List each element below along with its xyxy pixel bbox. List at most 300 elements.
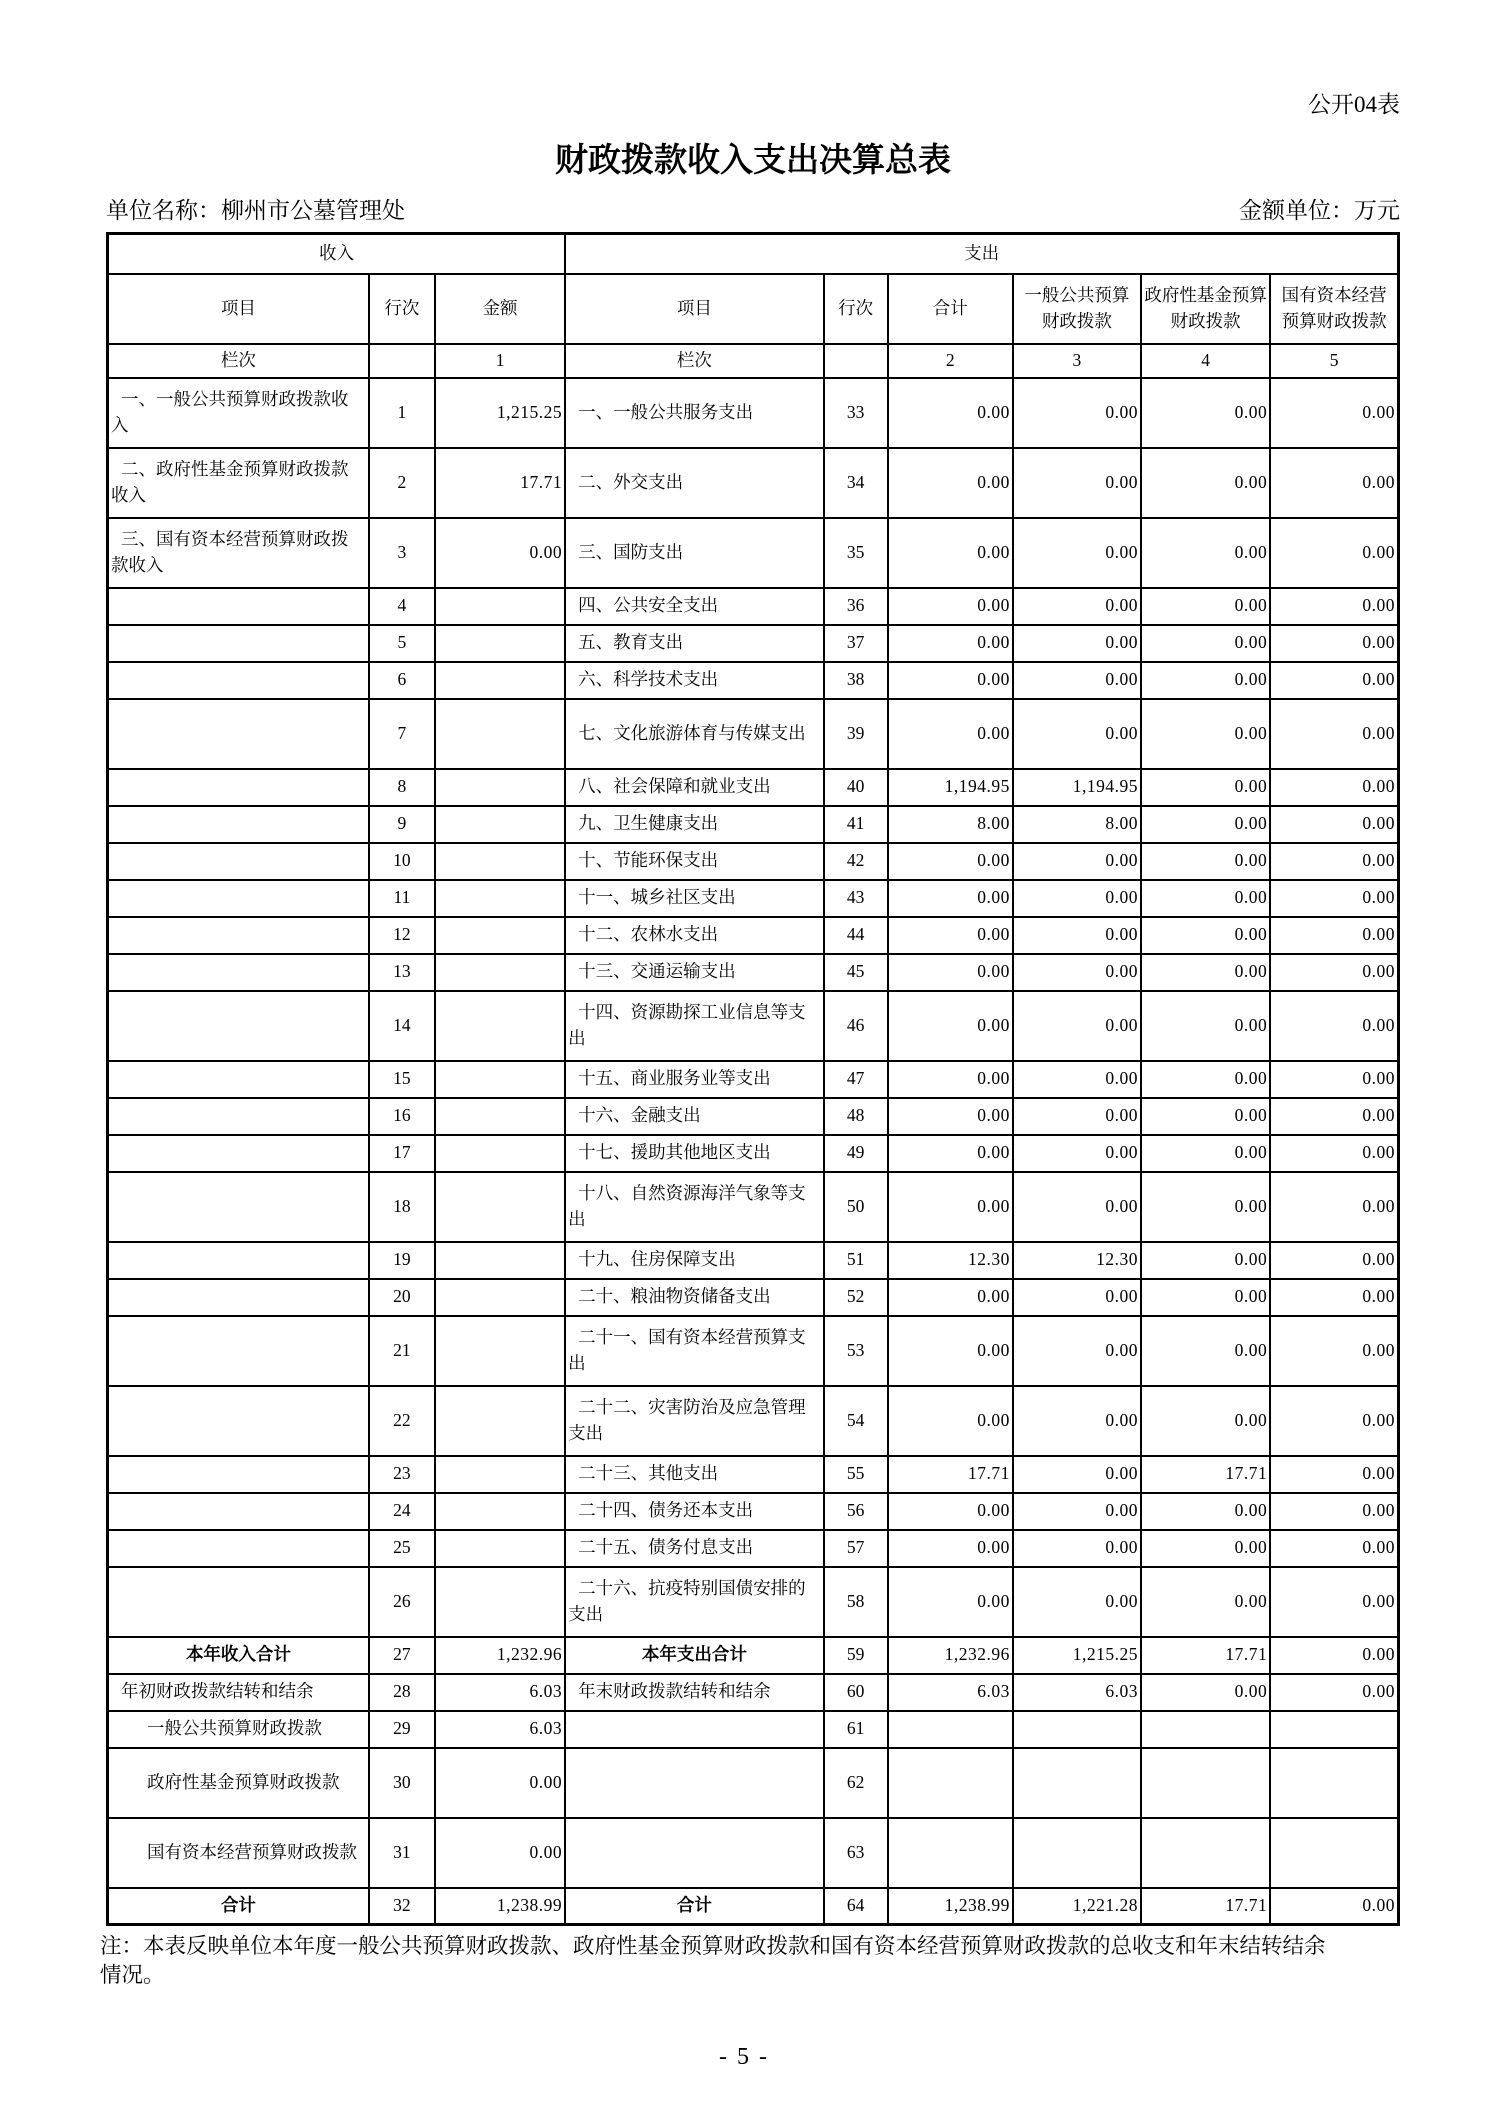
expense-item-cell: 四、公共安全支出 [565,588,823,625]
state-capital-cell: 0.00 [1270,448,1398,518]
income-line-cell: 32 [369,1888,435,1925]
income-item-cell: 政府性基金预算财政拨款 [108,1748,369,1818]
general-budget-cell: 0.00 [1013,843,1141,880]
income-item-cell [108,588,369,625]
total-cell: 0.00 [888,954,1013,991]
income-amount-cell [435,1456,565,1493]
state-capital-cell: 0.00 [1270,1172,1398,1242]
general-budget-cell: 0.00 [1013,1530,1141,1567]
income-item-cell [108,699,369,769]
state-capital-cell: 0.00 [1270,1674,1398,1711]
income-amount-cell [435,1061,565,1098]
income-item-cell: 年初财政拨款结转和结余 [108,1674,369,1711]
state-capital-cell: 0.00 [1270,699,1398,769]
total-cell: 0.00 [888,1493,1013,1530]
income-line-cell: 24 [369,1493,435,1530]
govt-fund-cell: 17.71 [1141,1888,1270,1925]
total-cell: 0.00 [888,1135,1013,1172]
income-item-cell [108,917,369,954]
general-budget-cell: 0.00 [1013,1061,1141,1098]
total-cell: 0.00 [888,1567,1013,1637]
expense-item-cell: 二十、粮油物资储备支出 [565,1279,823,1316]
general-budget-cell [1013,1818,1141,1888]
income-item-cell [108,1098,369,1135]
expense-item-cell: 二十五、债务付息支出 [565,1530,823,1567]
expense-line-cell: 52 [824,1279,888,1316]
table-row [108,991,1399,1061]
general-budget-cell: 0.00 [1013,1135,1141,1172]
income-line-cell: 29 [369,1711,435,1748]
table-row [108,1530,1399,1567]
income-item-cell: 二、政府性基金预算财政拨款收入 [108,448,369,518]
income-line-cell: 14 [369,991,435,1061]
general-budget-cell: 0.00 [1013,1386,1141,1456]
expense-group-header: 支出 [565,234,1398,274]
income-item-cell [108,1530,369,1567]
table-row [108,1493,1399,1530]
govt-fund-cell [1141,1711,1270,1748]
general-budget-cell: 0.00 [1013,1316,1141,1386]
expense-line-cell: 54 [824,1386,888,1456]
govt-fund-cell: 0.00 [1141,954,1270,991]
total-cell: 1,232.96 [888,1637,1013,1674]
table-row [108,1386,1399,1456]
income-item-cell [108,1279,369,1316]
column-index-row [108,344,1399,378]
expense-item-cell [565,1711,823,1748]
income-item-cell [108,880,369,917]
general-budget-cell: 0.00 [1013,917,1141,954]
income-amount-cell: 1,238.99 [435,1888,565,1925]
expense-line-cell: 34 [824,448,888,518]
expense-item-cell: 三、国防支出 [565,518,823,588]
expense-line-cell: 51 [824,1242,888,1279]
govt-fund-cell: 0.00 [1141,991,1270,1061]
general-budget-cell: 0.00 [1013,518,1141,588]
state-capital-cell: 0.00 [1270,769,1398,806]
income-amount-cell: 0.00 [435,1748,565,1818]
income-amount-cell [435,1530,565,1567]
column-index-cell: 3 [1013,344,1141,378]
table-row [108,1711,1399,1748]
govt-fund-cell: 0.00 [1141,880,1270,917]
general-budget-cell: 0.00 [1013,662,1141,699]
column-header: 行次 [369,274,435,344]
total-cell: 0.00 [888,880,1013,917]
expense-item-cell [565,1818,823,1888]
general-budget-cell: 0.00 [1013,699,1141,769]
general-budget-cell: 0.00 [1013,1172,1141,1242]
income-item-cell: 国有资本经营预算财政拨款 [108,1818,369,1888]
income-amount-cell [435,1135,565,1172]
govt-fund-cell: 0.00 [1141,1567,1270,1637]
income-amount-cell [435,662,565,699]
income-line-cell: 2 [369,448,435,518]
general-budget-cell: 0.00 [1013,1279,1141,1316]
general-budget-cell: 0.00 [1013,625,1141,662]
column-header: 政府性基金预算财政拨款 [1141,274,1270,344]
table-row [108,1242,1399,1279]
state-capital-cell: 0.00 [1270,1098,1398,1135]
expense-line-cell: 33 [824,378,888,448]
income-item-cell [108,991,369,1061]
table-row [108,1279,1399,1316]
total-cell: 0.00 [888,518,1013,588]
table-row [108,1135,1399,1172]
expense-item-cell: 本年支出合计 [565,1637,823,1674]
income-line-cell: 30 [369,1748,435,1818]
income-item-cell [108,1386,369,1456]
column-index-cell [369,344,435,378]
expense-item-cell: 十五、商业服务业等支出 [565,1061,823,1098]
state-capital-cell: 0.00 [1270,1135,1398,1172]
govt-fund-cell: 0.00 [1141,588,1270,625]
income-line-cell: 19 [369,1242,435,1279]
table-row [108,1316,1399,1386]
income-line-cell: 7 [369,699,435,769]
expense-item-cell: 七、文化旅游体育与传媒支出 [565,699,823,769]
govt-fund-cell: 0.00 [1141,662,1270,699]
general-budget-cell: 12.30 [1013,1242,1141,1279]
govt-fund-cell: 0.00 [1141,1493,1270,1530]
govt-fund-cell [1141,1818,1270,1888]
state-capital-cell: 0.00 [1270,1637,1398,1674]
column-index-cell: 栏次 [565,344,823,378]
page-number: - 5 - [719,2044,769,2070]
table-row [108,1637,1399,1674]
income-item-cell: 一、一般公共预算财政拨款收入 [108,378,369,448]
footnote-line: 注：本表反映单位本年度一般公共预算财政拨款、政府性基金预算财政拨款和国有资本经营预算财政拨款的总收支和年末结转结余 [100,1934,1326,1958]
expense-item-cell: 十八、自然资源海洋气象等支出 [565,1172,823,1242]
income-amount-cell [435,1279,565,1316]
income-amount-cell [435,991,565,1061]
income-line-cell: 1 [369,378,435,448]
expense-line-cell: 37 [824,625,888,662]
govt-fund-cell: 0.00 [1141,1135,1270,1172]
state-capital-cell: 0.00 [1270,1493,1398,1530]
general-budget-cell: 0.00 [1013,448,1141,518]
state-capital-cell: 0.00 [1270,1456,1398,1493]
table-row [108,917,1399,954]
unit-name-label: 单位名称：柳州市公墓管理处 [106,197,405,223]
govt-fund-cell: 17.71 [1141,1456,1270,1493]
expense-line-cell: 44 [824,917,888,954]
income-line-cell: 17 [369,1135,435,1172]
total-cell: 0.00 [888,991,1013,1061]
table-row [108,662,1399,699]
expense-line-cell: 56 [824,1493,888,1530]
expense-line-cell: 64 [824,1888,888,1925]
state-capital-cell: 0.00 [1270,1888,1398,1925]
govt-fund-cell: 0.00 [1141,1674,1270,1711]
expense-item-cell: 合计 [565,1888,823,1925]
expense-item-cell: 十七、援助其他地区支出 [565,1135,823,1172]
column-header: 合计 [888,274,1013,344]
general-budget-cell: 0.00 [1013,588,1141,625]
income-item-cell [108,954,369,991]
govt-fund-cell: 0.00 [1141,1098,1270,1135]
expense-line-cell: 60 [824,1674,888,1711]
expense-item-cell: 十六、金融支出 [565,1098,823,1135]
total-cell: 0.00 [888,378,1013,448]
table-row [108,625,1399,662]
expense-line-cell: 61 [824,1711,888,1748]
table-group-header-row [108,234,1399,274]
income-amount-cell [435,1098,565,1135]
income-item-cell [108,1567,369,1637]
expense-line-cell: 47 [824,1061,888,1098]
column-header: 项目 [108,274,369,344]
total-cell: 1,238.99 [888,1888,1013,1925]
income-item-cell [108,662,369,699]
general-budget-cell: 0.00 [1013,1456,1141,1493]
fiscal-table [106,232,1400,1926]
govt-fund-cell: 0.00 [1141,699,1270,769]
total-cell: 8.00 [888,806,1013,843]
income-line-cell: 25 [369,1530,435,1567]
expense-item-cell: 二十二、灾害防治及应急管理支出 [565,1386,823,1456]
income-amount-cell: 0.00 [435,518,565,588]
govt-fund-cell: 0.00 [1141,1530,1270,1567]
expense-item-cell: 十二、农林水支出 [565,917,823,954]
expense-item-cell: 九、卫生健康支出 [565,806,823,843]
expense-item-cell: 二十三、其他支出 [565,1456,823,1493]
income-item-cell: 一般公共预算财政拨款 [108,1711,369,1748]
column-index-cell: 5 [1270,344,1398,378]
state-capital-cell [1270,1748,1398,1818]
income-amount-cell [435,769,565,806]
total-cell [888,1818,1013,1888]
amount-unit-label: 金额单位：万元 [1239,197,1400,223]
state-capital-cell: 0.00 [1270,588,1398,625]
table-row [108,518,1399,588]
table-row [108,1456,1399,1493]
total-cell [888,1711,1013,1748]
expense-line-cell: 41 [824,806,888,843]
total-cell: 0.00 [888,843,1013,880]
income-item-cell [108,1456,369,1493]
total-cell: 0.00 [888,1061,1013,1098]
income-line-cell: 9 [369,806,435,843]
expense-item-cell: 十一、城乡社区支出 [565,880,823,917]
general-budget-cell: 0.00 [1013,1098,1141,1135]
column-index-cell: 1 [435,344,565,378]
general-budget-cell: 1,221.28 [1013,1888,1141,1925]
table-footnote [100,1932,1420,1990]
expense-item-cell: 十九、住房保障支出 [565,1242,823,1279]
state-capital-cell: 0.00 [1270,991,1398,1061]
state-capital-cell: 0.00 [1270,625,1398,662]
expense-line-cell: 50 [824,1172,888,1242]
govt-fund-cell [1141,1748,1270,1818]
column-header: 金额 [435,274,565,344]
expense-line-cell: 63 [824,1818,888,1888]
govt-fund-cell: 0.00 [1141,448,1270,518]
total-cell: 17.71 [888,1456,1013,1493]
income-item-cell [108,625,369,662]
income-amount-cell [435,843,565,880]
income-amount-cell: 1,215.25 [435,378,565,448]
total-cell: 0.00 [888,448,1013,518]
govt-fund-cell: 0.00 [1141,917,1270,954]
expense-line-cell: 43 [824,880,888,917]
table-column-header-row [108,274,1399,344]
income-line-cell: 5 [369,625,435,662]
state-capital-cell: 0.00 [1270,1316,1398,1386]
govt-fund-cell: 0.00 [1141,625,1270,662]
income-group-header: 收入 [108,234,566,274]
table-row [108,448,1399,518]
income-item-cell [108,806,369,843]
income-item-cell [108,1316,369,1386]
general-budget-cell: 0.00 [1013,880,1141,917]
income-line-cell: 10 [369,843,435,880]
income-line-cell: 28 [369,1674,435,1711]
state-capital-cell: 0.00 [1270,1386,1398,1456]
table-row [108,1818,1399,1888]
expense-line-cell: 55 [824,1456,888,1493]
total-cell: 0.00 [888,1172,1013,1242]
income-line-cell: 22 [369,1386,435,1456]
income-amount-cell [435,806,565,843]
income-amount-cell [435,1493,565,1530]
income-amount-cell [435,699,565,769]
state-capital-cell: 0.00 [1270,1242,1398,1279]
income-amount-cell: 17.71 [435,448,565,518]
govt-fund-cell: 0.00 [1141,378,1270,448]
general-budget-cell [1013,1748,1141,1818]
table-row [108,588,1399,625]
table-row [108,699,1399,769]
total-cell: 0.00 [888,625,1013,662]
income-line-cell: 21 [369,1316,435,1386]
expense-line-cell: 58 [824,1567,888,1637]
total-cell: 0.00 [888,917,1013,954]
column-header: 国有资本经营预算财政拨款 [1270,274,1398,344]
state-capital-cell: 0.00 [1270,843,1398,880]
general-budget-cell: 0.00 [1013,1567,1141,1637]
expense-item-cell: 二十六、抗疫特别国债安排的支出 [565,1567,823,1637]
expense-line-cell: 53 [824,1316,888,1386]
income-item-cell [108,843,369,880]
column-index-cell: 栏次 [108,344,369,378]
income-line-cell: 13 [369,954,435,991]
general-budget-cell: 0.00 [1013,378,1141,448]
income-amount-cell: 0.00 [435,1818,565,1888]
income-line-cell: 18 [369,1172,435,1242]
income-amount-cell [435,1386,565,1456]
state-capital-cell: 0.00 [1270,1530,1398,1567]
income-line-cell: 8 [369,769,435,806]
expense-line-cell: 59 [824,1637,888,1674]
table-row [108,378,1399,448]
total-cell: 0.00 [888,1279,1013,1316]
table-row [108,1098,1399,1135]
expense-line-cell: 36 [824,588,888,625]
column-header: 项目 [565,274,823,344]
expense-line-cell: 42 [824,843,888,880]
govt-fund-cell: 0.00 [1141,1172,1270,1242]
general-budget-cell: 0.00 [1013,1493,1141,1530]
govt-fund-cell: 0.00 [1141,1061,1270,1098]
table-row [108,954,1399,991]
page-title: 财政拨款收入支出决算总表 [555,141,951,178]
income-line-cell: 15 [369,1061,435,1098]
table-row [108,1888,1399,1925]
income-item-cell: 合计 [108,1888,369,1925]
govt-fund-cell: 0.00 [1141,769,1270,806]
govt-fund-cell: 0.00 [1141,1242,1270,1279]
income-item-cell: 三、国有资本经营预算财政拨款收入 [108,518,369,588]
govt-fund-cell: 0.00 [1141,518,1270,588]
govt-fund-cell: 17.71 [1141,1637,1270,1674]
govt-fund-cell: 0.00 [1141,1386,1270,1456]
table-row [108,880,1399,917]
meta-row [106,192,1400,225]
income-amount-cell [435,625,565,662]
govt-fund-cell: 0.00 [1141,806,1270,843]
expense-line-cell: 46 [824,991,888,1061]
total-cell: 0.00 [888,1316,1013,1386]
state-capital-cell: 0.00 [1270,1567,1398,1637]
income-amount-cell [435,880,565,917]
expense-item-cell: 十、节能环保支出 [565,843,823,880]
state-capital-cell [1270,1818,1398,1888]
total-cell: 1,194.95 [888,769,1013,806]
total-cell: 0.00 [888,1098,1013,1135]
total-cell: 0.00 [888,662,1013,699]
table-row [108,1567,1399,1637]
state-capital-cell: 0.00 [1270,954,1398,991]
state-capital-cell: 0.00 [1270,518,1398,588]
expense-line-cell: 38 [824,662,888,699]
income-line-cell: 31 [369,1818,435,1888]
income-item-cell [108,1135,369,1172]
income-line-cell: 11 [369,880,435,917]
column-index-cell [824,344,888,378]
general-budget-cell: 0.00 [1013,954,1141,991]
state-capital-cell: 0.00 [1270,806,1398,843]
expense-line-cell: 39 [824,699,888,769]
state-capital-cell: 0.00 [1270,662,1398,699]
expense-item-cell [565,1748,823,1818]
income-line-cell: 26 [369,1567,435,1637]
expense-line-cell: 40 [824,769,888,806]
expense-item-cell: 五、教育支出 [565,625,823,662]
expense-line-cell: 35 [824,518,888,588]
income-amount-cell [435,1242,565,1279]
total-cell: 0.00 [888,1530,1013,1567]
expense-line-cell: 48 [824,1098,888,1135]
total-cell: 12.30 [888,1242,1013,1279]
expense-line-cell: 45 [824,954,888,991]
column-index-cell: 2 [888,344,1013,378]
expense-item-cell: 年末财政拨款结转和结余 [565,1674,823,1711]
income-item-cell [108,1493,369,1530]
income-amount-cell: 6.03 [435,1674,565,1711]
total-cell: 0.00 [888,699,1013,769]
expense-item-cell: 二十一、国有资本经营预算支出 [565,1316,823,1386]
income-line-cell: 23 [369,1456,435,1493]
income-amount-cell [435,917,565,954]
table-row [108,843,1399,880]
general-budget-cell: 0.00 [1013,991,1141,1061]
expense-item-cell: 一、一般公共服务支出 [565,378,823,448]
expense-line-cell: 62 [824,1748,888,1818]
table-row [108,769,1399,806]
expense-line-cell: 49 [824,1135,888,1172]
form-code-label: 公开04表 [1308,92,1400,117]
